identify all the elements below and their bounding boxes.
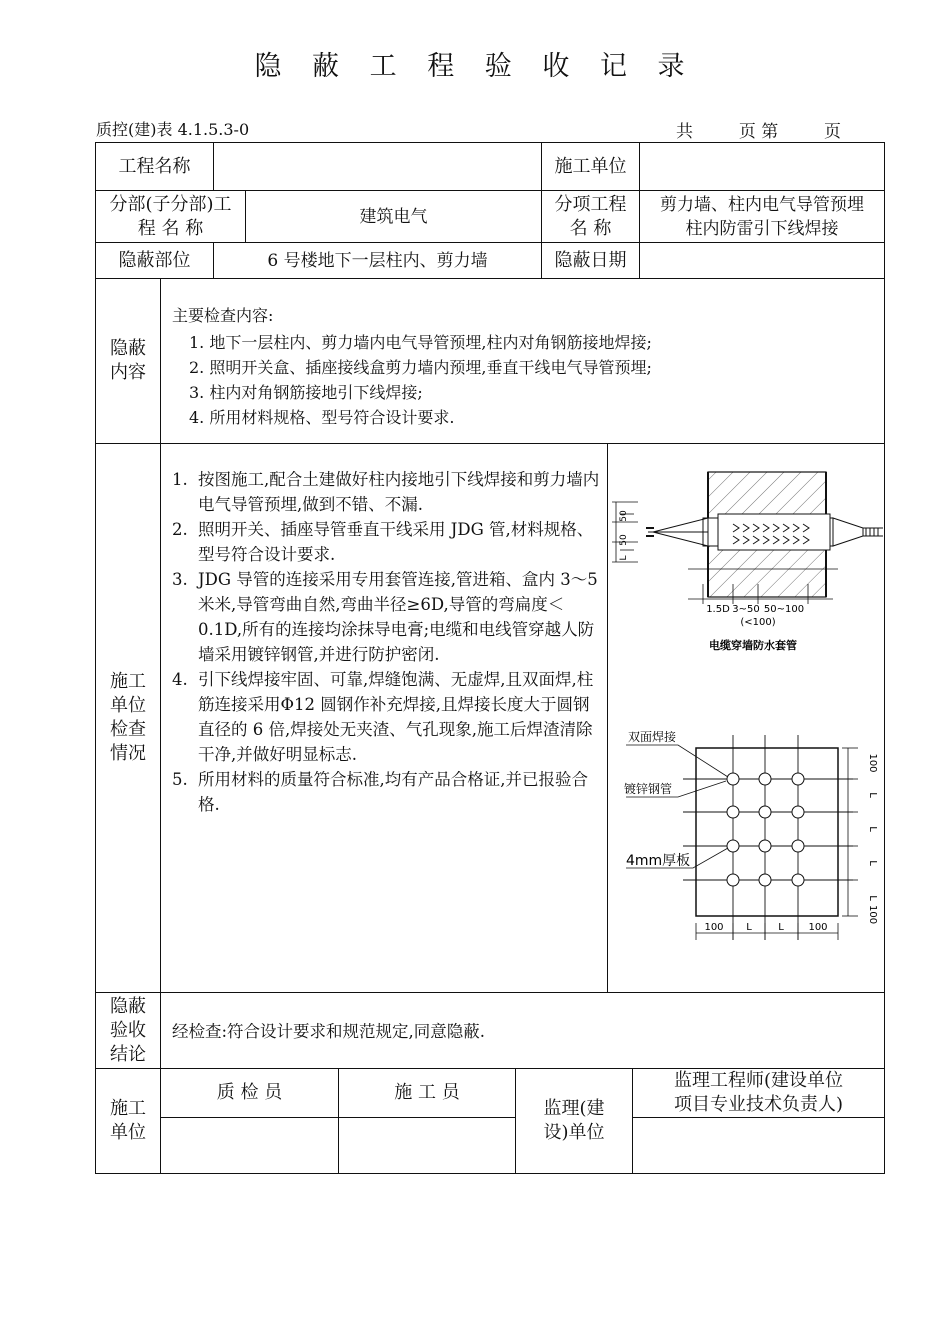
page-title: 隐 蔽 工 程 验 收 记 录 [254, 51, 696, 82]
dim-label: L [746, 922, 752, 933]
plate-label: 4mm厚板 [626, 853, 691, 869]
item-number: 5. [172, 770, 188, 789]
supervisor-label-line1: 监理(建 [543, 1098, 605, 1119]
supervisor-engineer-line1: 监理工程师(建设单位 [673, 1070, 844, 1091]
quality-inspector-signature[interactable] [161, 1118, 338, 1173]
supervisor-engineer-signature[interactable] [633, 1118, 884, 1173]
list-item: 4. 所用材料规格、型号符合设计要求. [189, 408, 455, 427]
hidden-date-label: 隐蔽日期 [554, 249, 627, 271]
hidden-location-label: 隐蔽部位 [118, 249, 191, 271]
dim-label: L [867, 826, 878, 832]
drawing-caption: 电缆穿墙防水套管 [709, 639, 797, 652]
dim-label: L [778, 922, 784, 933]
list-item [172, 517, 600, 567]
wall-sleeve-drawing [608, 444, 884, 674]
hidden-content-heading: 主要检查内容: [172, 306, 274, 325]
conclusion-label-line2: 验收 [110, 1019, 146, 1041]
dim-label: 100 [867, 753, 878, 773]
item-project-value-line2: 柱内防雷引下线焊接 [685, 218, 839, 239]
item-project-label [542, 191, 639, 242]
construction-sign-label-line1: 施工 [110, 1098, 146, 1119]
list-item [172, 567, 600, 667]
hidden-content-label-line1: 隐蔽 [110, 338, 146, 359]
dim-label: 50~100 [763, 604, 805, 615]
list-item: 3. 柱内对角钢筋接地引下线焊接; [189, 383, 423, 402]
sub-project-label-line1: 分部(子分部)工 [109, 193, 232, 215]
item-project-value-line1: 剪力墙、柱内电气导管预埋 [660, 194, 864, 215]
item-project-value[interactable] [640, 191, 884, 242]
list-item [172, 467, 600, 517]
inspection-label-line1: 施工 [110, 671, 146, 692]
dim-label: 100 [704, 922, 724, 933]
construction-unit-value[interactable] [640, 143, 884, 190]
dim-label: L [867, 860, 878, 866]
constructor-label: 施 工 员 [394, 1082, 460, 1103]
quality-inspector-label: 质 检 员 [216, 1082, 283, 1103]
item-text: 照明开关、插座导管垂直干线采用 JDG 管,材料规格、型号符合设计要求. [198, 520, 594, 564]
item-project-label-line1: 分项工程 [554, 193, 627, 215]
conclusion-label-line3: 结论 [110, 1043, 146, 1065]
item-number: 3. [172, 570, 188, 589]
list-item [172, 767, 600, 817]
sub-project-value[interactable]: 建筑电气 [359, 206, 428, 227]
project-name-value[interactable] [214, 143, 541, 190]
inspection-label-line4: 情况 [110, 743, 146, 764]
item-number: 2. [172, 520, 188, 539]
item-text: 按图施工,配合土建做好柱内接地引下线焊接和剪力墙内电气导管预埋,做到不错、不漏. [198, 470, 600, 514]
page-current-label: 页 第 [738, 122, 779, 142]
constructor-signature[interactable] [339, 1118, 515, 1173]
weld-plate-drawing [608, 715, 884, 950]
item-text: JDG 导管的连接采用专用套管连接,管进箱、盒内 3～5 米米,导管弯曲自然,弯曲半径≥6D,导管的弯扁度＜0.1D,所有的连接均涂抹导电膏;电缆和电线管穿越人防墙采用镀锌钢管,并进行防护密闭. [198, 570, 598, 664]
weld-label: 双面焊接 [628, 730, 677, 744]
item-project-label-line2: 名 称 [569, 217, 612, 239]
hidden-location-value[interactable]: 6 号楼地下一层柱内、剪力墙 [267, 250, 488, 271]
conclusion-label-line1: 隐蔽 [110, 995, 146, 1017]
sub-project-label-line2: 程 名 称 [137, 217, 204, 239]
supervisor-label-line2: 设)单位 [543, 1122, 605, 1143]
inspection-list [172, 467, 600, 817]
conclusion-label [96, 993, 160, 1068]
page-end-label: 页 [824, 122, 842, 142]
construction-sign-label-line2: 单位 [110, 1122, 146, 1143]
hidden-content-list [172, 303, 872, 430]
dim-label: L [619, 555, 629, 561]
dim-label: 50 [619, 534, 629, 546]
inspection-label-line2: 单位 [110, 695, 146, 716]
dim-label: L [867, 895, 878, 901]
hidden-date-value[interactable] [640, 243, 884, 278]
construction-unit-label: 施工单位 [554, 155, 627, 177]
supervisor-engineer-label [633, 1069, 884, 1117]
project-name-label: 工程名称 [118, 155, 191, 177]
supervisor-unit-label [516, 1069, 632, 1173]
item-text: 引下线焊接牢固、可靠,焊缝饱满、无虚焊,且双面焊,柱筋连接采用Φ12 圆钢作补充焊接,且焊接长度大于圆钢直径的 6 倍,焊接处无夹渣、气孔现象,施工后焊渣清除干净,并做好明显标志. [198, 670, 594, 764]
pipe-label: 镀锌钢管 [624, 782, 673, 796]
form-code: 质控(建)表 4.1.5.3-0 [96, 120, 250, 139]
list-item: 1. 地下一层柱内、剪力墙内电气导管预埋,柱内对角钢筋接地焊接; [189, 333, 652, 352]
page-counter [676, 117, 841, 142]
dim-label: 100 [808, 922, 828, 933]
list-item: 2. 照明开关盒、插座接线盒剪力墙内预埋,垂直干线电气导管预埋; [189, 358, 652, 377]
dim-label: 1.5D [706, 604, 730, 615]
inspection-label-line3: 检查 [110, 719, 146, 740]
dim-label: L [867, 792, 878, 798]
dim-label: 100 [867, 905, 878, 925]
page-total-label: 共 [676, 122, 693, 142]
conclusion-text[interactable]: 经检查:符合设计要求和规范规定,同意隐蔽. [172, 1022, 486, 1041]
inspection-label [96, 444, 160, 992]
item-number: 1. [172, 470, 188, 489]
dim-label: (<100) [740, 617, 776, 628]
dim-label: 3~50 [732, 604, 760, 615]
construction-unit-sign-label [96, 1069, 160, 1173]
item-text: 所用材料的质量符合标准,均有产品合格证,并已报验合格. [198, 770, 588, 814]
supervisor-engineer-line2: 项目专业技术负责人) [673, 1094, 844, 1115]
list-item [172, 667, 600, 767]
sub-project-label [96, 191, 245, 242]
dim-label: 50 [619, 510, 629, 522]
hidden-content-label [96, 279, 160, 443]
item-number: 4. [172, 670, 188, 689]
hidden-content-label-line2: 内容 [110, 362, 146, 383]
